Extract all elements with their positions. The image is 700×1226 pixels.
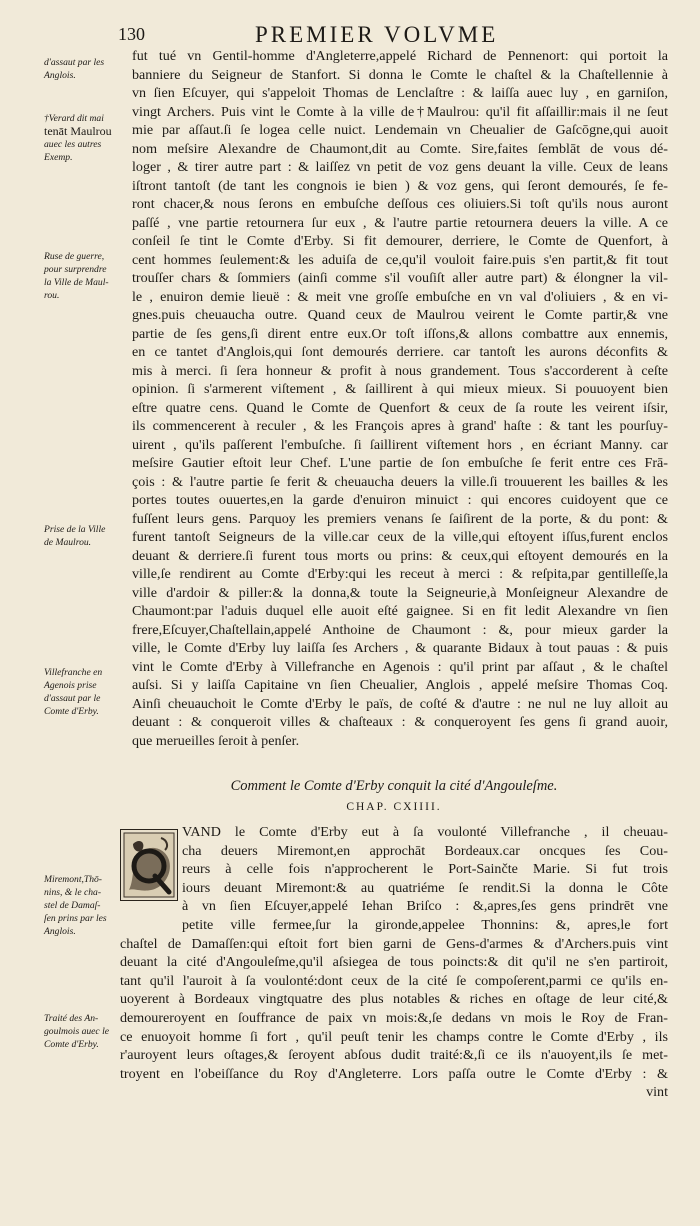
margin-note-line: Miremont,Thō-	[44, 874, 103, 885]
text-line: ville,ſe rendirent au Comte d'Erby:qui les receut à merci : & reſpita,par gentilleſſe,la	[132, 566, 668, 582]
margin-note-line: Exemp.	[44, 152, 73, 163]
text-line: partie de ſes gens,ſi dirent entre eux.Or toſt iſſons,& allons combattre aux ennemis,	[132, 325, 668, 342]
text-line: uirent , qu'ils paſſerent l'embuſche. ſi ſaillirent viſtement hors , en écriant Manny. car	[132, 436, 668, 453]
text-line: vn ſien Eſcuyer, qui s'appeloit Thomas de Lenclaſtre : & laiſſa auec luy , en garniſon,	[132, 85, 668, 101]
text-line: ville, le Comte d'Erby luy laiſſa ſes Archers , & quarante Bidaux à tout pauas : & puis	[132, 640, 668, 656]
text-line: mie par aſſaut.ſi ſe logea celle nuict. Lendemain vn Cheualier de Gaſcōgne,qui auoit	[132, 122, 668, 138]
text-line: paſſé , vne partie retournera ſur eux , & l'autre partie retournera deuers la ville. A ce	[132, 214, 668, 231]
text-line: fuſſent leurs gens. Parquoy les premiers venans ſe ſaiſirent de la porte, & du pont: &	[132, 510, 668, 527]
text-line: portes toutes ouuertes,en la garde d'enuiron minuict : qui encores cuidoyent que ce	[132, 492, 668, 508]
text-line: iours deuant Miremont:& au quatriéme ſe rendit.Si la donna le Côte	[182, 879, 668, 896]
chapter-title: Comment le Comte d'Erby conquit la cité d'Angouleſme.	[230, 778, 558, 794]
text-line: çois : & l'autre partie ſe ferit & cheuaucha deuers la ville.ſi trouuerent les bailles & les	[132, 473, 668, 490]
text-line: cent hommes ſeulement:& les aduiſa de ce,qu'il vouloit faire.puis s'en partit,& fit tout	[132, 251, 668, 268]
margin-note-villefranche	[44, 666, 128, 718]
marginal-notes	[0, 0, 130, 1226]
text-line: deuant la cité d'Angouleſme,qu'il aſsiegea de tous poincts:& dit qu'il ne s'en partiroit,	[120, 954, 668, 971]
margin-note-line: Anglois.	[44, 926, 76, 937]
text-line: ils commencerent à reculer , & les François apres à grand' haſte : & tant les pourſuy-	[132, 418, 668, 434]
text-line: conſeil ſe tint le Comte d'Erby. Si fit demourer, derriere, le Comte de Quenfort, à	[132, 233, 668, 249]
text-line: chaſtel de Damaſſen:qui eſtoit fort bien garni de Gens-d'armes & d'Archers.puis vint	[120, 935, 668, 952]
chapter-number: CHAP. CXIIII.	[346, 801, 442, 813]
text-line: tant qu'il l'auroit à ſa voulonté:dont ceux de la cité ſe compoſerent,parmi ce qu'ils en-	[120, 972, 668, 989]
text-line: ront chacer,& nous ſerons en embuſche deſſous ces oliuiers.Si toſt qu'ils nous auront	[132, 196, 668, 212]
margin-note-line: Ruse de guerre,	[44, 251, 105, 262]
margin-note-line: stel de Damaſ-	[44, 900, 101, 911]
text-line: eſtre quatre cens. Quand le Comte de Quenfort & ceux de ſa route les veirent iſsir,	[132, 399, 668, 416]
text-line: ville d'ardoir & piller:& la donna,& toute la Seigneurie,à Monſeigneur Alexandre de	[132, 584, 668, 601]
text-line: auſsi. Si y laiſſa Capitaine vn ſien Cheualier, Anglois , appelé meſsire Thomas Coq.	[132, 677, 668, 693]
margin-note-traite	[44, 1012, 128, 1051]
margin-note-line: ſen prins par les	[44, 913, 107, 924]
margin-note-line: d'assaut par le	[44, 693, 101, 704]
text-line: furent tantoſt Seigneurs de la ville.car ceux de la ville,qui eſtoyent iſſus,furent enclos	[132, 529, 668, 545]
margin-note-line: rou.	[44, 290, 60, 301]
margin-note-miremont	[44, 873, 128, 938]
margin-note-line: de Maulrou.	[44, 537, 92, 548]
page-number: 130	[118, 24, 145, 44]
text-line: deuant & derriere.ſi furent tous morts ou prins: & ceux,qui eſtoyent demourés en la	[132, 547, 668, 564]
text-line: iſtront tantoſt (de tant les congnois ie bien ) & voz gens, qui ſeront demourés, ſe fe-	[132, 177, 668, 194]
margin-note-line: Agenois prise	[44, 680, 97, 691]
margin-note-line: goulmois auec le	[44, 1026, 110, 1037]
text-line: uoyerent à Bordeaux vingtquatre des plus notables & riches en oſtage de leur cité,&	[120, 991, 668, 1008]
text-line: frere,Eſcuyer,Chaſtellain,appelé Anthoine de Chaumont : &, pour mieux garder la	[132, 621, 668, 638]
margin-note-ruse	[44, 250, 128, 302]
text-line: mis à merci. ſi ſera honneur & profit à nous grandement. Tous s'accorderent à ceſte	[132, 362, 668, 379]
margin-note-line: auec les autres	[44, 139, 102, 150]
margin-note-verard	[44, 112, 128, 164]
margin-note-prise	[44, 523, 128, 549]
text-line: fut tué vn Gentil-homme d'Angleterre,appelé Richard de Pennenort: qui portoit la	[132, 48, 668, 64]
text-line: trouſſer chars & ſommiers (ainſi comme s'il vouſiſt aller autre part) & élongner la vil-	[132, 270, 668, 286]
chapter-text	[120, 823, 668, 1102]
text-line: meſsire Gautier eſtoit leur Chef. L'une partie de ſon embuſche ſe ferit entre ces Frā-	[132, 455, 668, 471]
text-line: vingt Archers. Puis vint le Comte à la ville de†Maulrou: qu'il fit aſſaillir:mais il ne ſeut	[132, 103, 668, 120]
text-line: opinion. ſi s'armerent viſtement , & ſaillirent à qui mieux mieux. Si pouuoyent bien	[132, 381, 668, 397]
text-line: le , enuiron demie lieuë : & meit vne groſſe embuſche en vn val d'oliuiers , & en vi-	[132, 288, 668, 305]
margin-note-line: Comte d'Erby.	[44, 706, 99, 717]
margin-note-line: d'assaut par les	[44, 57, 105, 68]
text-line: vint le Comte d'Erby à Villefranche en Agenois : qu'il print par aſſaut , & le chaſtel	[132, 658, 668, 675]
text-line: r'auroyent leurs oſtages,& ſeroyent abſous dudit traité:&,ſi ce ils n'auoyent,ils ſe met-	[120, 1047, 668, 1064]
margin-note-line: Prise de la Ville	[44, 524, 106, 535]
margin-note-line: tenāt Maulrou	[44, 124, 112, 138]
text-line: deuant : & conqueroit villes & chaſteaux : & conqueroyent ſes gens ſi grand auoir,	[132, 714, 668, 730]
body-text	[132, 47, 668, 750]
text-line: reurs à celle fois n'approcherent le Port-Sainčte Marie. Si fut trois	[182, 861, 668, 878]
margin-note-line: pour surprendre	[44, 264, 107, 275]
text-line: petite ville fermee,ſur la gironde,appelee Thonnins: &, apres,le fort	[182, 916, 668, 933]
margin-note-line: nins, & le cha-	[44, 887, 102, 898]
text-line: troyent en l'obeiſſance du Roy d'Angleterre. Lors paſſa outre le Comte d'Erby : &	[120, 1065, 668, 1082]
text-line: demoureroyent en ſouffrance de paix vn mois:&,ſe dedans vn mois le Roy de Fran-	[120, 1009, 668, 1026]
margin-note-line: Anglois.	[44, 70, 76, 81]
text-line: cha deuers Miremont,en approchāt Bordeaux.car oncques ſes Cou-	[182, 842, 668, 859]
margin-note-line: Comte d'Erby.	[44, 1039, 99, 1050]
margin-note-line: †Verard dit mai	[44, 113, 104, 124]
margin-note-assault	[44, 56, 128, 82]
text-line: gnes.puis cheuaucha outre. Quand ceux de Maulrou veirent le Comte partir,& vne	[132, 307, 668, 323]
text-line: banniere du Seigneur de Stanfort. Si donna le Comte le chaſtel & la Chaſtellennie à	[132, 66, 668, 83]
text-line: que merueilles ſeroit à penſer.	[132, 732, 300, 749]
margin-note-line: la Ville de Maul-	[44, 277, 109, 288]
text-line: à vn ſien Eſcuyer,appelé Iehan Briſco : &,apres,ſes gens prindrēt vne	[182, 898, 668, 915]
text-line: ce enuoyoit homme ſi fort , qu'il peuſt tenir les champs contre le Comte d'Erby , ils	[120, 1028, 668, 1045]
text-line: VAND le Comte d'Erby eut à ſa voulonté Villefranche , il cheuau-	[182, 824, 668, 840]
margin-note-line: Villefranche en	[44, 667, 103, 678]
text-line: vint	[646, 1084, 668, 1101]
text-line: loger , & tirer autre part : & laiſſez vn petit de voz gens deuant la ville. Ceux de leans	[132, 159, 668, 175]
running-title: PREMIER VOLVME	[255, 22, 499, 47]
margin-note-line: Traité des An-	[44, 1013, 99, 1024]
text-line: Chaumont:par l'aduis duquel elle auoit eſté gaignee. Si en fit ledit Alexandre vn ſien	[132, 603, 668, 619]
text-line: en ce tantet d'Anglois,qui ſont demourés derriere. car tantoſt les aurons déconfits &	[132, 344, 668, 360]
text-line: Ainſi cheuauchoit le Comte d'Erby le païs, de coſté & d'autre : ne nul ne luy alloit au	[132, 695, 668, 712]
text-line: nom meſsire Alexandre de Chaumont,dit au Comte. Sire,faites ſemblāt de vous dé-	[132, 140, 668, 157]
